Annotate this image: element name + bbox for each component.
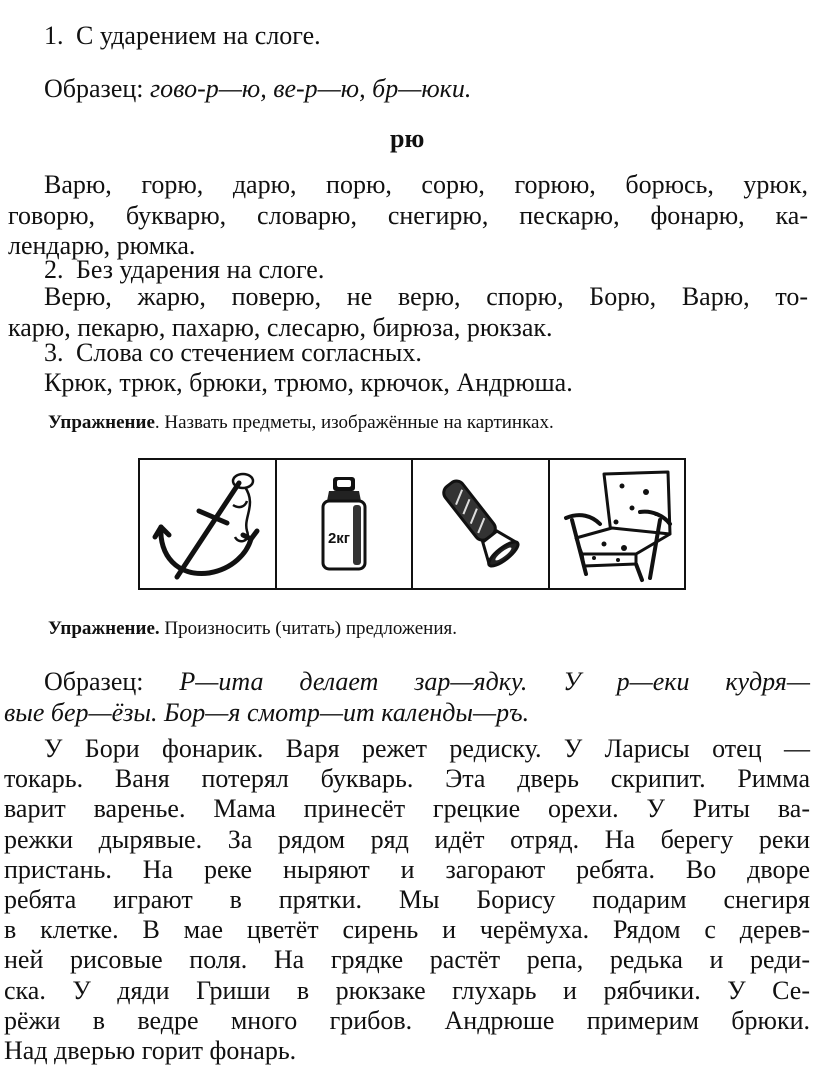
paragraph-2-line: карю, пекарю, пахарю, слесарю, бирюза, рюкзак. (8, 312, 553, 342)
syllable-heading: рю (390, 124, 425, 153)
item-3-number: 3. (44, 338, 64, 367)
sample-2-label: Образец: (44, 667, 144, 696)
item-2-text: Без ударения на слоге. (76, 255, 325, 284)
picture-anchor (140, 460, 277, 588)
anchor-icon (147, 465, 267, 583)
sample-2-line (44, 667, 810, 698)
picture-weight (277, 460, 414, 588)
exercise-1-label: Упражнение (48, 412, 155, 433)
main-text-line: Над дверью горит фонарь. (4, 1036, 297, 1066)
item-1 (44, 21, 321, 51)
flashlight-icon (420, 465, 540, 583)
item-3 (44, 338, 422, 368)
exercise-2-text: Произносить (читать) предложения. (159, 618, 457, 639)
paragraph-1-line: Варю, горю, дарю, порю, сорю, горюю, борюсь, урюк, (44, 170, 808, 199)
paragraph-2-line: Верю, жарю, поверю, не верю, спорю, Борю, Варю, то- (44, 282, 808, 311)
main-text-line: ребята играют в прятки. Мы Борису подарим снегиря (4, 885, 810, 915)
item-1-number: 1. (44, 21, 64, 50)
main-text-line: рёжи в ведре много грибов. Андрюше примерим брюки. (4, 1005, 810, 1035)
exercise-1 (48, 411, 554, 435)
exercise-2 (48, 617, 457, 641)
sample-1-text: гово-р—ю, ве-р—ю, бр—юки. (150, 74, 472, 103)
exercise-2-label: Упражнение. (48, 618, 160, 639)
main-text-line: ней рисовые поля. На грядке растёт репа, редька и реди- (4, 945, 810, 975)
exercise-1-text: . Назвать предметы, изображённые на картинках. (154, 412, 554, 433)
main-text-line: ска. У дяди Гриши в рюкзаке глухарь и рябчики. У Се- (4, 975, 810, 1005)
sample-2 (4, 667, 810, 728)
sample-1-label: Образец: (44, 74, 144, 103)
picture-strip (138, 458, 686, 590)
sample-2-text: Р—ита делает зар—ядку. У р—еки кудря— (179, 667, 811, 696)
main-text (4, 734, 810, 1066)
picture-armchair (550, 460, 685, 588)
weight-label: 2кг (327, 530, 350, 547)
paragraph-1 (8, 170, 808, 262)
main-text-line: пристань. На реке ныряют и загорают ребята. Во дворе (4, 854, 810, 884)
item-2 (44, 255, 324, 285)
item-1-text: С ударением на слоге. (76, 21, 321, 50)
weight-icon (299, 469, 389, 579)
paragraph-3: Крюк, трюк, брюки, трюмо, крючок, Андрюша. (44, 368, 573, 397)
paragraph-1-line: лендарю, рюмка. (8, 231, 196, 260)
main-text-line: У Бори фонарик. Варя режет редиску. У Ларисы отец — (44, 734, 810, 763)
main-text-line: токарь. Ваня потерял букварь. Эта дверь скрипит. Римма (4, 764, 810, 794)
picture-flashlight (413, 460, 550, 588)
paragraph-1-line: говорю, букварю, словарю, снегирю, пескарю, фонарю, ка- (8, 200, 808, 230)
paragraph-2 (8, 282, 808, 343)
main-text-line: в клетке. В мае цветёт сирень и черёмуха. Рядом с дерев- (4, 915, 810, 945)
sample-2-line-2: вые бер—ёзы. Бор—я смотр—ит календы—ръ. (4, 697, 530, 727)
item-3-text: Слова со стечением согласных. (76, 338, 422, 367)
sample-1 (44, 74, 471, 104)
armchair-icon (552, 462, 682, 586)
main-text-line: режки дырявые. За рядом ряд идёт отряд. На берегу реки (4, 824, 810, 854)
item-2-number: 2. (44, 255, 64, 284)
main-text-line: варит варенье. Мама принесёт грецкие орехи. У Риты ва- (4, 794, 810, 824)
